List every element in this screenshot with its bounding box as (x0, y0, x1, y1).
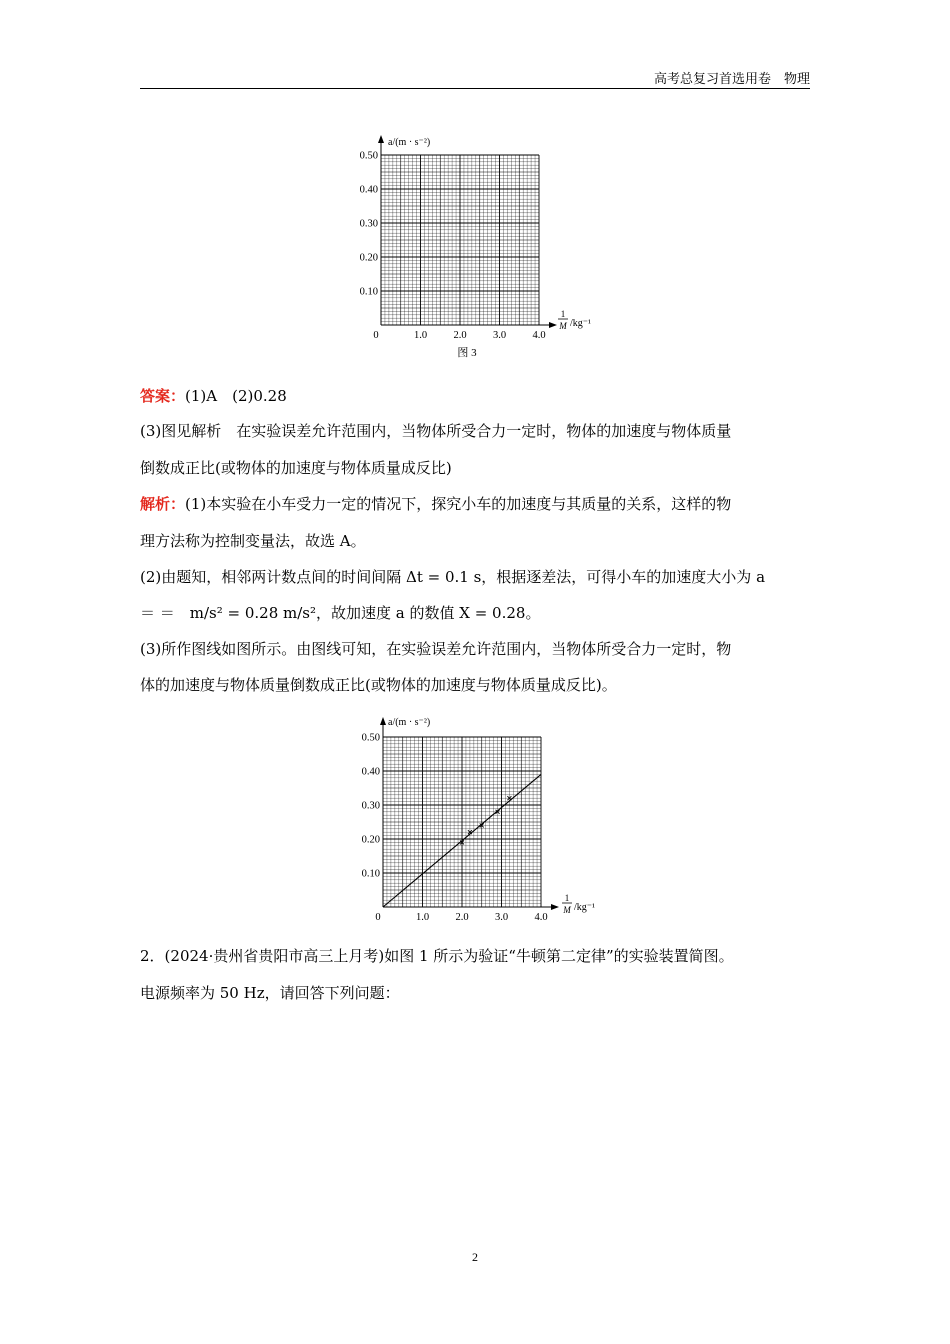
page-header (140, 66, 810, 89)
figure-3 (345, 128, 615, 368)
analysis-line-2: 理方法称为控制变量法，故选 A。 (140, 532, 366, 550)
chart-y-tick-label: 0.10 (361, 868, 380, 880)
chart-y-tick-label: 0.30 (361, 800, 380, 812)
chart-x-tick-label: 1.0 (415, 912, 430, 923)
fig3-x-tick-label: 1.0 (413, 330, 428, 341)
fig3-y-tick-label: 0.50 (359, 150, 378, 162)
fig3-y-tick-label: 0.40 (359, 184, 378, 196)
fig3-y-tick-label: 0.30 (359, 218, 378, 230)
fig3-x-tick-label: 0 (373, 330, 379, 341)
chart-x-tick-label: 0 (375, 912, 381, 923)
fig3-y-arrow-icon (378, 135, 384, 143)
x-frac-num: 1 (560, 309, 566, 319)
chart-y-arrow-icon (380, 717, 386, 725)
chart-x-tick-label: 3.0 (494, 912, 509, 923)
figure-caption: 图 3 (457, 347, 477, 359)
y-axis-label: a/(m · s⁻²) (388, 137, 431, 148)
x-frac-den: M (559, 321, 567, 331)
question-2-line-2: 电源频率为 50 Hz，请回答下列问题： (140, 984, 400, 1002)
answer-line-1: 答案：(1)A (2)0.28 (140, 387, 287, 405)
fig3-x-tick-label: 4.0 (532, 330, 546, 341)
fig3-x-arrow-icon (549, 322, 557, 328)
answer-line-2: (3)图见解析 在实验误差允许范围内，当物体所受合力一定时，物体的加速度与物体质量 (140, 422, 732, 440)
answer-label: 答案： (140, 387, 186, 405)
fig3-y-tick-label: 0.10 (359, 286, 378, 298)
chart-x-frac-num: 1 (564, 893, 570, 903)
chart-x-frac-den: M (563, 905, 571, 915)
chart-y-tick-label: 0.40 (361, 766, 380, 778)
solution-chart-svg (345, 710, 615, 925)
page-number: 2 (472, 1250, 478, 1264)
analysis-line-3: (2)由题知，相邻两计数点间的时间间隔 Δt = 0.1 s，根据逐差法，可得小车的加速度大小为 a (140, 568, 766, 586)
chart-x-tick-label: 2.0 (455, 912, 469, 923)
fig3-y-tick-label: 0.20 (359, 252, 378, 264)
chart-x-tick-label: 4.0 (534, 912, 548, 923)
fig3-x-tick-label: 3.0 (492, 330, 507, 341)
analysis-line-6: 体的加速度与物体质量倒数成正比(或物体的加速度与物体质量成反比)。 (140, 676, 617, 694)
analysis-line-1: 解析：(1)本实验在小车受力一定的情况下，探究小车的加速度与其质量的关系，这样的物 (140, 495, 732, 513)
analysis-line-4: ＝ ＝ m/s² = 0.28 m/s²，故加速度 a 的数值 X = 0.28。 (140, 604, 541, 622)
x-axis-unit: /kg⁻¹ (570, 318, 592, 329)
answer-line-3: 倒数成正比(或物体的加速度与物体质量成反比) (140, 459, 452, 477)
question-2-line-1: 2．(2024·贵州省贵阳市高三上月考)如图 1 所示为验证“牛顿第二定律”的实验装置简图。 (140, 947, 734, 965)
solution-chart (345, 710, 615, 925)
chart-x-axis-unit: /kg⁻¹ (574, 902, 596, 913)
chart-y-tick-label: 0.50 (361, 732, 380, 744)
analysis-label: 解析： (140, 495, 186, 513)
header-title: 高考总复习首选用卷 物理 (653, 72, 810, 87)
chart-y-tick-label: 0.20 (361, 834, 380, 846)
analysis-line-5: (3)所作图线如图所示。由图线可知，在实验误差允许范围内，当物体所受合力一定时，物 (140, 640, 732, 658)
chart-x-arrow-icon (551, 904, 559, 910)
chart-y-axis-label: a/(m · s⁻²) (388, 717, 431, 728)
figure-3-grid (345, 128, 615, 368)
fig3-x-tick-label: 2.0 (453, 330, 467, 341)
